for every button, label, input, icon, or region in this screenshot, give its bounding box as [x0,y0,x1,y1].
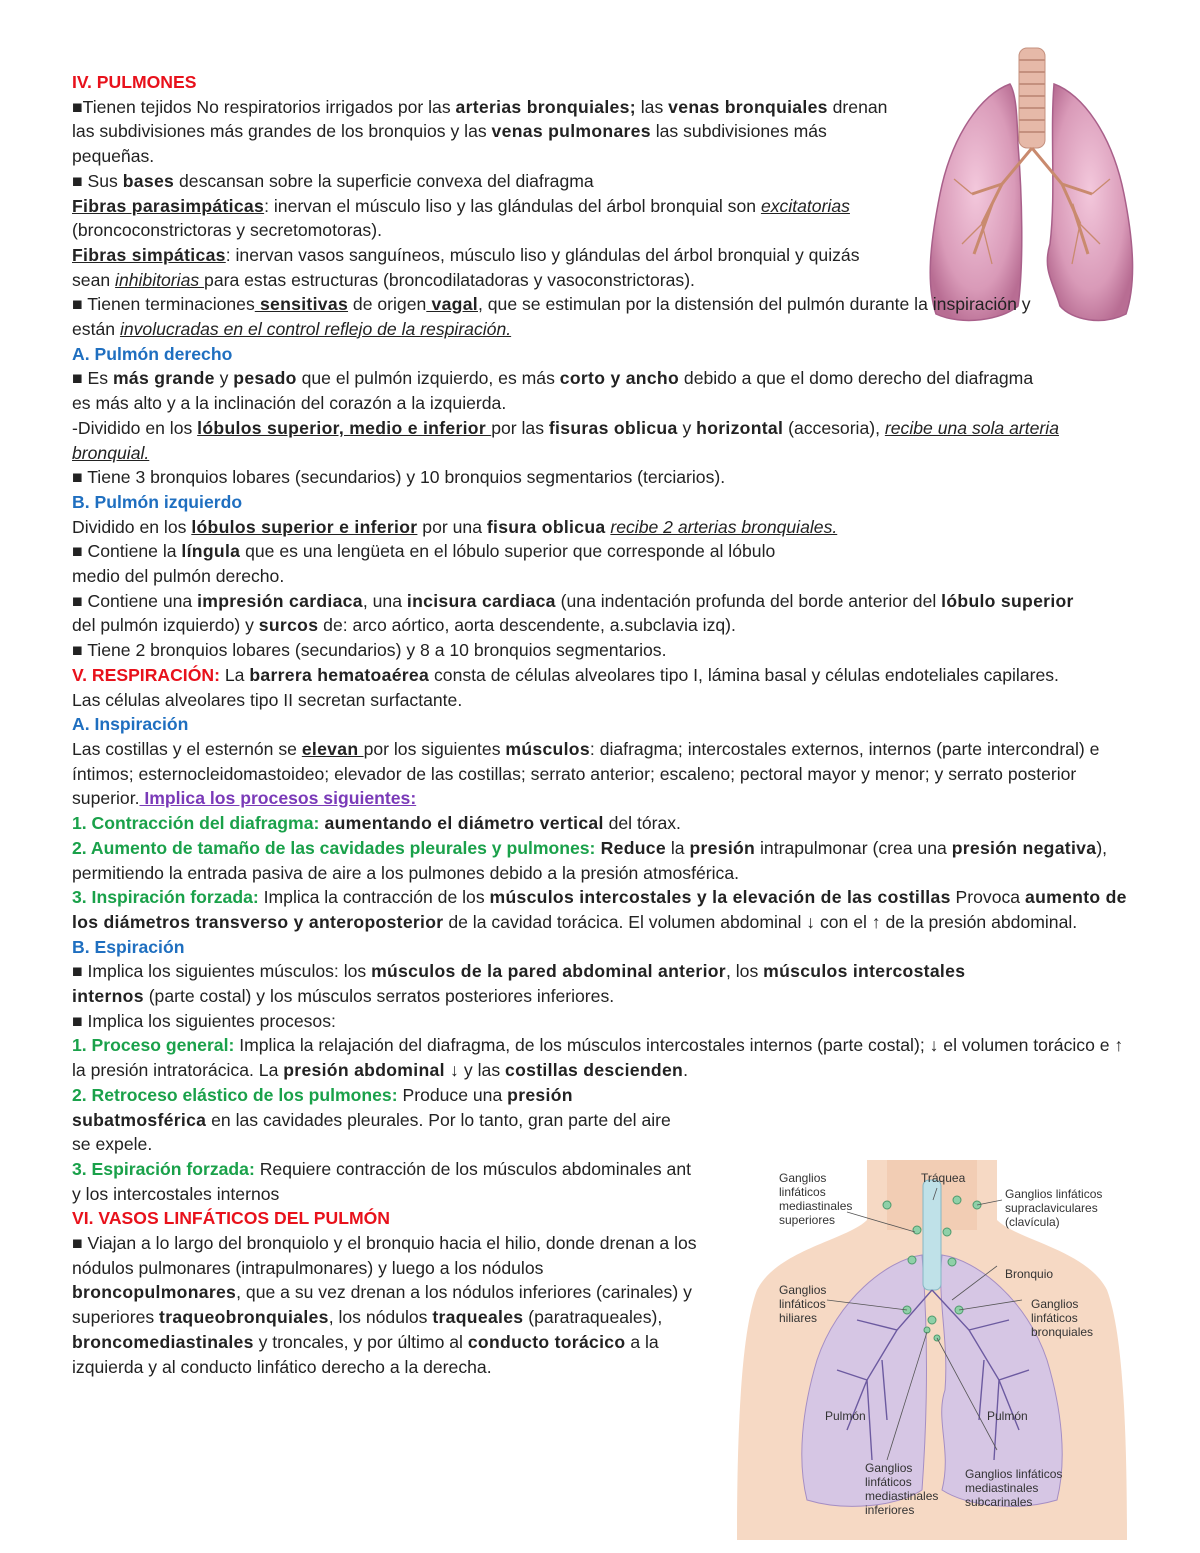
paragraph-respiracion: V. RESPIRACIÓN: La barrera hematoaérea consta de células alveolares tipo I, lámina basal y células endoteliales capilares. Las células alveolares tipo II secretan surfactante. [72,664,1059,710]
section-title-pulmones: IV. PULMONES [72,72,197,92]
inspiracion-item-3: 3. Inspiración forzada: Implica la contracción de los músculos intercostales y la elevación de las costillas Provoca aumento de los diámetros transverso y anteroposterior de la cavidad torácica. El volumen abdominal ↓ con el ↑ de la presión abdominal. [72,887,1127,932]
subsection-title-inspiracion: A. Inspiración [72,714,189,735]
label-ganglios-subcarinales-3: subcarinales [965,1495,1033,1509]
label-pulmon-izquierda: Pulmón [825,1409,866,1423]
paragraph-mas-grande: ■ Es más grande y pesado que el pulmón izquierdo, es más corto y ancho debido a que el domo derecho del diafragma es más alto y a la inclinación del corazón a la izquierda. [72,368,1034,414]
subsection-title-espiracion: B. Espiración [72,936,185,957]
label-traquea: Tráquea [921,1171,966,1185]
paragraph-bronquios-derecho: ■ Tiene 3 bronquios lobares (secundarios) y 10 bronquios segmentarios (terciarios). [72,467,726,488]
label-ganglios-hiliares-1: Ganglios [779,1283,827,1297]
paragraph-impresion: ■ Contiene una impresión cardiaca, una incisura cardiaca (una indentación profunda del borde anterior del lóbulo superior del pulmón izquierdo) y surcos de: arco aórtico, aorta descendente, a.subclavia izq). [72,590,1074,636]
label-ganglios-bronquiales-1: Ganglios [1031,1297,1079,1311]
paragraph-costillas: Las costillas y el esternón se elevan por los siguientes músculos: diafragma; intercostales externos, internos (parte intercondral) e íntimos; esternocleidomastoideo; elevador de las costillas; serrato anterior; escaleno; pectoral mayor y menor; y serrato posterior superior. Implica los procesos siguientes: [72,738,1100,809]
label-ganglios-subcarinales-2: mediastinales [965,1481,1039,1495]
espiracion-item-3: 3. Espiración forzada: Requiere contracción de los músculos abdominales ant y los intercostales internos [72,1158,692,1204]
label-ganglios-mediastinales-superiores-3: mediastinales [779,1199,853,1213]
label-ganglios-supraclaviculares-1: Ganglios linfáticos [1005,1187,1103,1201]
section-title-vasos-linfaticos: VI. VASOS LINFÁTICOS DEL PULMÓN [72,1208,391,1229]
label-ganglios-subcarinales-1: Ganglios linfáticos [965,1467,1063,1481]
paragraph-bronquios-izquierdo: ■ Tiene 2 bronquios lobares (secundarios) y 8 a 10 bronquios segmentarios. [72,640,667,661]
espiracion-item-1: 1. Proceso general: Implica la relajación del diafragma, de los músculos intercostales internos (parte costal); ↓ el volumen torácico e ↑ la presión intratorácica. La presión abdominal ↓ y las costillas descienden. [72,1035,1124,1081]
paragraph-lobulos-izquierdo: Dividido en los lóbulos superior e inferior por una fisura oblicua recibe 2 arterias bronquiales. [72,516,838,537]
label-ganglios-bronquiales-2: linfáticos [1031,1311,1078,1325]
label-ganglios-supraclaviculares-3: (clavícula) [1005,1215,1060,1229]
label-pulmon-derecha: Pulmón [987,1409,1028,1423]
inspiracion-item-2: 2. Aumento de tamaño de las cavidades pleurales y pulmones: Reduce la presión intrapulmonar (crea una presión negativa), permitiendo la entrada pasiva de aire a los pulmones debido a la presión atmosférica. [72,837,1108,883]
label-ganglios-bronquiales-3: bronquiales [1031,1325,1094,1339]
label-ganglios-hiliares-2: linfáticos [779,1297,826,1311]
section-title-respiracion: V. RESPIRACIÓN: [72,664,220,685]
paragraph-terminaciones: ■ Tienen terminaciones sensitivas de origen vagal, que se estimulan por la distensión del pulmón durante la inspiración y están involucradas en el control reflejo de la respiración. [72,294,1031,340]
lymphatic-diagram [737,1160,1127,1540]
paragraph-lobulos-derecho: -Dividido en los lóbulos superior, medio e inferior por las fisuras oblicua y horizontal (accesoria), recibe una sola arteria bronquial. [72,417,1059,463]
paragraph-procesos-espiracion: ■ Implica los siguientes procesos: [72,1010,336,1031]
label-ganglios-mediastinales-superiores-4: superiores [779,1213,836,1227]
label-bronquio: Bronquio [1005,1267,1054,1281]
paragraph-simpaticas: Fibras simpáticas: inervan vasos sanguíneos, músculo liso y glándulas del árbol bronquial y quizás sean inhibitorias para estas estructuras (broncodilatadoras y vasoconstrictoras). [72,244,860,290]
paragraph-musculos-espiracion: ■ Implica los siguientes músculos: los músculos de la pared abdominal anterior, los músculos intercostales internos (parte costal) y los músculos serratos posteriores inferiores. [72,961,966,1007]
label-ganglios-mediastinales-superiores-1: Ganglios [779,1171,827,1185]
label-ganglios-supraclaviculares-2: supraclaviculares [1005,1201,1098,1215]
subsection-title-pulmon-izquierdo: B. Pulmón izquierdo [72,491,243,512]
subsection-title-pulmon-derecho: A. Pulmón derecho [72,343,233,364]
paragraph-parasimpaticas: Fibras parasimpáticas: inervan el músculo liso y las glándulas del árbol bronquial son excitatorias (broncoconstrictoras y secretomotoras). [72,195,850,241]
espiracion-item-2: 2. Retroceso elástico de los pulmones: Produce una presión subatmosférica en las cavidades pleurales. Por lo tanto, gran parte del aire se expele. [72,1084,671,1155]
label-ganglios-inferiores-3: mediastinales [865,1489,939,1503]
paragraph-bases: ■ Sus bases descansan sobre la superficie convexa del diafragma [72,170,594,191]
paragraph-vasos-linfaticos: ■ Viajan a lo largo del bronquiolo y el bronquio hacia el hilio, donde drenan a los nódulos pulmonares (intrapulmonares) y luego a los nódulos broncopulmonares, que a su vez drenan a los nódulos inferiores (carinales) y superiores traqueobronquiales, los nódulos traqueales (paratraqueales), broncomediastinales y troncales, y por último al conducto torácico a la izquierda y al conducto linfático derecho a la derecha. [72,1233,697,1377]
label-ganglios-hiliares-3: hiliares [779,1311,818,1325]
inspiracion-item-1: 1. Contracción del diafragma: aumentando el diámetro vertical del tórax. [72,813,681,834]
label-ganglios-mediastinales-superiores-2: linfáticos [779,1185,826,1199]
label-ganglios-inferiores-2: linfáticos [865,1475,912,1489]
paragraph-tejidos: ■Tienen tejidos No respiratorios irrigados por las arterias bronquiales; las venas bronquiales drenan las subdivisiones más grandes de los bronquios y las venas pulmonares las subdivisiones más pequeñas. [72,96,888,167]
label-ganglios-inferiores-1: Ganglios [865,1461,913,1475]
label-ganglios-inferiores-4: inferiores [865,1503,915,1517]
paragraph-lingula: ■ Contiene la língula que es una lengüeta en el lóbulo superior que corresponde al lóbulo medio del pulmón derecho. [72,541,776,587]
